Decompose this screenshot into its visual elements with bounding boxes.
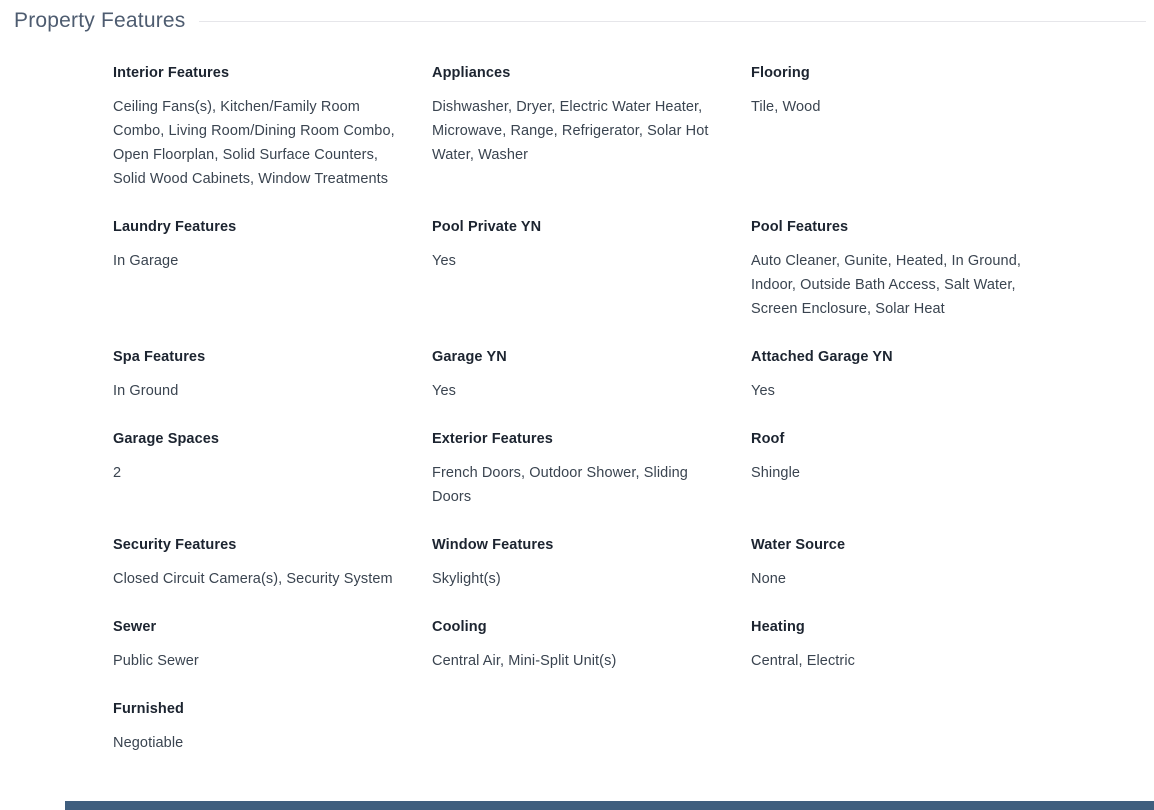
feature-item bbox=[113, 619, 402, 673]
feature-label: Interior Features bbox=[113, 65, 230, 81]
feature-item bbox=[113, 219, 402, 321]
feature-item bbox=[113, 65, 402, 191]
feature-item bbox=[751, 537, 1040, 591]
feature-label: Water Source bbox=[751, 537, 846, 553]
section-header bbox=[0, 0, 1154, 36]
feature-label: Laundry Features bbox=[113, 219, 237, 235]
feature-value: Closed Circuit Camera(s), Security System bbox=[113, 571, 393, 587]
feature-label: Exterior Features bbox=[432, 431, 553, 447]
section-title: Property Features bbox=[14, 9, 186, 32]
feature-item bbox=[751, 219, 1040, 321]
feature-value: Ceiling Fans(s), Kitchen/Family Room Combo, Living Room/Dining Room Combo, Open Floorplan, Solid Surface Counters, Solid Wood Cabinets, Window Treatments bbox=[113, 99, 395, 187]
feature-value: Tile, Wood bbox=[751, 99, 821, 115]
feature-value: Public Sewer bbox=[113, 653, 199, 669]
next-section-bar bbox=[65, 801, 1154, 810]
feature-value: Yes bbox=[432, 253, 456, 269]
feature-label: Security Features bbox=[113, 537, 237, 553]
feature-label: Window Features bbox=[432, 537, 554, 553]
feature-value: Auto Cleaner, Gunite, Heated, In Ground, Indoor, Outside Bath Access, Salt Water, Screen Enclosure, Solar Heat bbox=[751, 253, 1021, 317]
feature-label: Flooring bbox=[751, 65, 810, 81]
feature-value: Shingle bbox=[751, 465, 801, 481]
section-divider-line bbox=[199, 21, 1146, 22]
feature-item bbox=[751, 349, 1040, 403]
feature-item bbox=[432, 431, 721, 509]
feature-label: Garage Spaces bbox=[113, 431, 220, 447]
feature-item bbox=[432, 349, 721, 403]
feature-value: Central, Electric bbox=[751, 653, 856, 669]
feature-value: In Ground bbox=[113, 383, 179, 399]
feature-label: Pool Features bbox=[751, 219, 849, 235]
feature-label: Furnished bbox=[113, 701, 184, 717]
feature-item bbox=[113, 701, 402, 755]
feature-label: Heating bbox=[751, 619, 805, 635]
feature-item bbox=[751, 431, 1040, 509]
features-grid bbox=[113, 65, 1040, 755]
feature-value: Negotiable bbox=[113, 735, 184, 751]
feature-value: Dishwasher, Dryer, Electric Water Heater, Microwave, Range, Refrigerator, Solar Hot Water, Washer bbox=[432, 99, 709, 163]
feature-item bbox=[113, 349, 402, 403]
feature-label: Garage YN bbox=[432, 349, 507, 365]
feature-item bbox=[113, 537, 402, 591]
feature-item bbox=[432, 65, 721, 191]
feature-label: Sewer bbox=[113, 619, 157, 635]
feature-value: Central Air, Mini-Split Unit(s) bbox=[432, 653, 617, 669]
feature-value: Skylight(s) bbox=[432, 571, 501, 587]
feature-label: Pool Private YN bbox=[432, 219, 542, 235]
feature-label: Attached Garage YN bbox=[751, 349, 893, 365]
feature-item bbox=[113, 431, 402, 509]
feature-item bbox=[432, 619, 721, 673]
feature-item bbox=[432, 219, 721, 321]
feature-value: French Doors, Outdoor Shower, Sliding Doors bbox=[432, 465, 688, 505]
feature-item bbox=[751, 65, 1040, 191]
feature-value: 2 bbox=[113, 465, 122, 481]
feature-value: Yes bbox=[432, 383, 456, 399]
feature-value: In Garage bbox=[113, 253, 179, 269]
feature-value: Yes bbox=[751, 383, 775, 399]
feature-item bbox=[751, 619, 1040, 673]
feature-value: None bbox=[751, 571, 787, 587]
feature-label: Cooling bbox=[432, 619, 487, 635]
feature-item bbox=[432, 537, 721, 591]
feature-label: Appliances bbox=[432, 65, 511, 81]
feature-label: Spa Features bbox=[113, 349, 206, 365]
feature-label: Roof bbox=[751, 431, 785, 447]
